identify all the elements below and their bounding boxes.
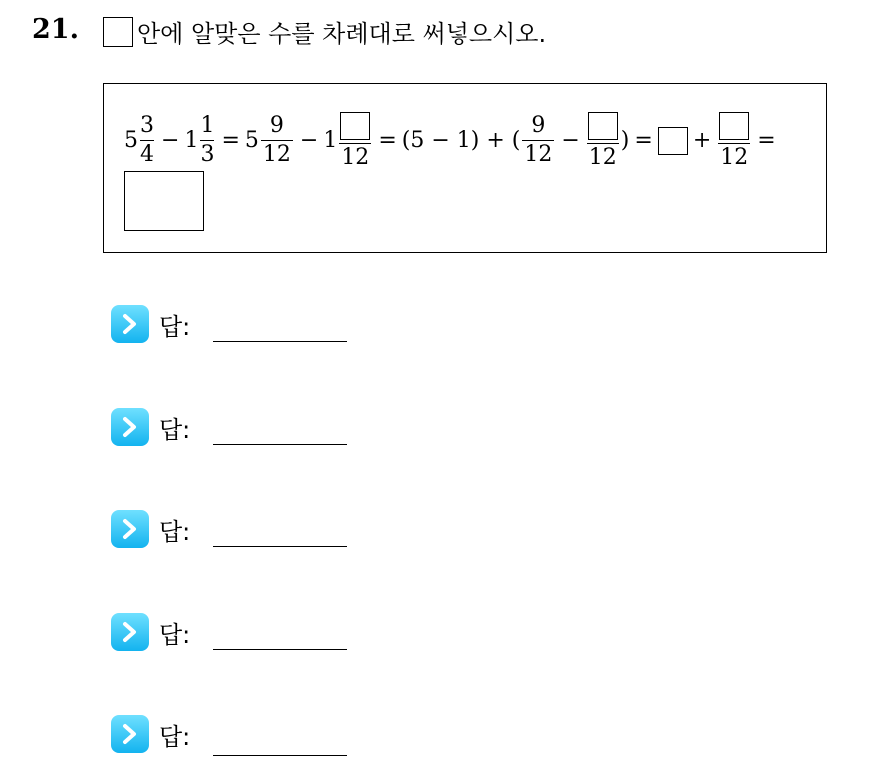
frac5 [522,115,554,166]
answer-label: 답: [159,416,191,444]
equals-sign: = [221,128,240,153]
minus-sign: − [299,128,319,153]
answer-blank-3[interactable] [658,127,688,155]
equation-box [103,83,827,253]
chevron-right-icon [111,715,149,753]
chevron-right-icon [111,408,149,446]
paren-expression: (5 − 1) + ( [401,128,521,153]
plus-sign: + [692,128,712,153]
term4-whole: 1 [323,128,338,153]
answer-blank-4[interactable] [719,112,749,140]
answer-line[interactable] [213,444,347,445]
minus-sign: − [161,128,180,153]
term2-numerator: 1 [200,113,215,138]
frac6 [587,112,619,169]
answer-label: 답: [159,518,191,546]
term3-fraction [261,115,293,166]
term2-fraction [200,115,214,166]
minus-sign: − [561,128,580,153]
frac7 [718,112,750,169]
term2-whole: 1 [184,128,199,153]
frac5-denominator: 12 [524,142,553,167]
answer-row-1 [111,305,190,343]
answer-line[interactable] [213,755,347,756]
answer-label: 답: [159,313,191,341]
question-prompt [103,14,546,49]
term1-fraction [140,115,154,166]
answer-row-4 [111,613,190,651]
question-text: 안에 알맞은 수를 차례대로 써넣으시오. [137,20,547,48]
term1-denominator: 4 [140,142,154,167]
equals-sign: = [634,128,653,153]
answer-blank-5[interactable] [124,171,204,231]
chevron-right-icon [111,305,149,343]
close-paren: ) [620,128,630,153]
term3-whole: 5 [244,128,259,153]
chevron-right-icon [111,510,149,548]
answer-label: 답: [159,723,191,751]
answer-blank-2[interactable] [588,112,618,140]
answer-label: 답: [159,621,191,649]
term3-numerator: 9 [269,113,284,138]
answer-row-3 [111,510,190,548]
answer-row-5 [111,715,190,753]
chevron-right-icon [111,613,149,651]
term4-numerator-blank[interactable] [340,112,370,143]
frac5-numerator: 9 [531,113,546,138]
frac6-denominator: 12 [588,145,617,170]
blank-box-icon [103,17,133,47]
term2-denominator: 3 [200,142,215,167]
equals-sign: = [378,128,397,153]
term4-denominator: 12 [341,145,370,170]
answer-line[interactable] [213,649,347,650]
frac7-numerator-blank[interactable] [719,112,749,143]
answer-row-2 [111,408,190,446]
term3-denominator: 12 [262,142,291,167]
equals-sign: = [757,128,776,153]
frac6-numerator-blank[interactable] [588,112,618,143]
term4-fraction [339,112,371,169]
answer-blank-1[interactable] [340,112,370,140]
answer-line[interactable] [213,546,347,547]
equation-row [124,112,781,169]
term1-whole: 5 [124,128,138,153]
term1-numerator: 3 [140,113,154,138]
answer-line[interactable] [213,341,347,342]
frac7-denominator: 12 [720,145,749,170]
question-number: 21. [32,14,79,45]
